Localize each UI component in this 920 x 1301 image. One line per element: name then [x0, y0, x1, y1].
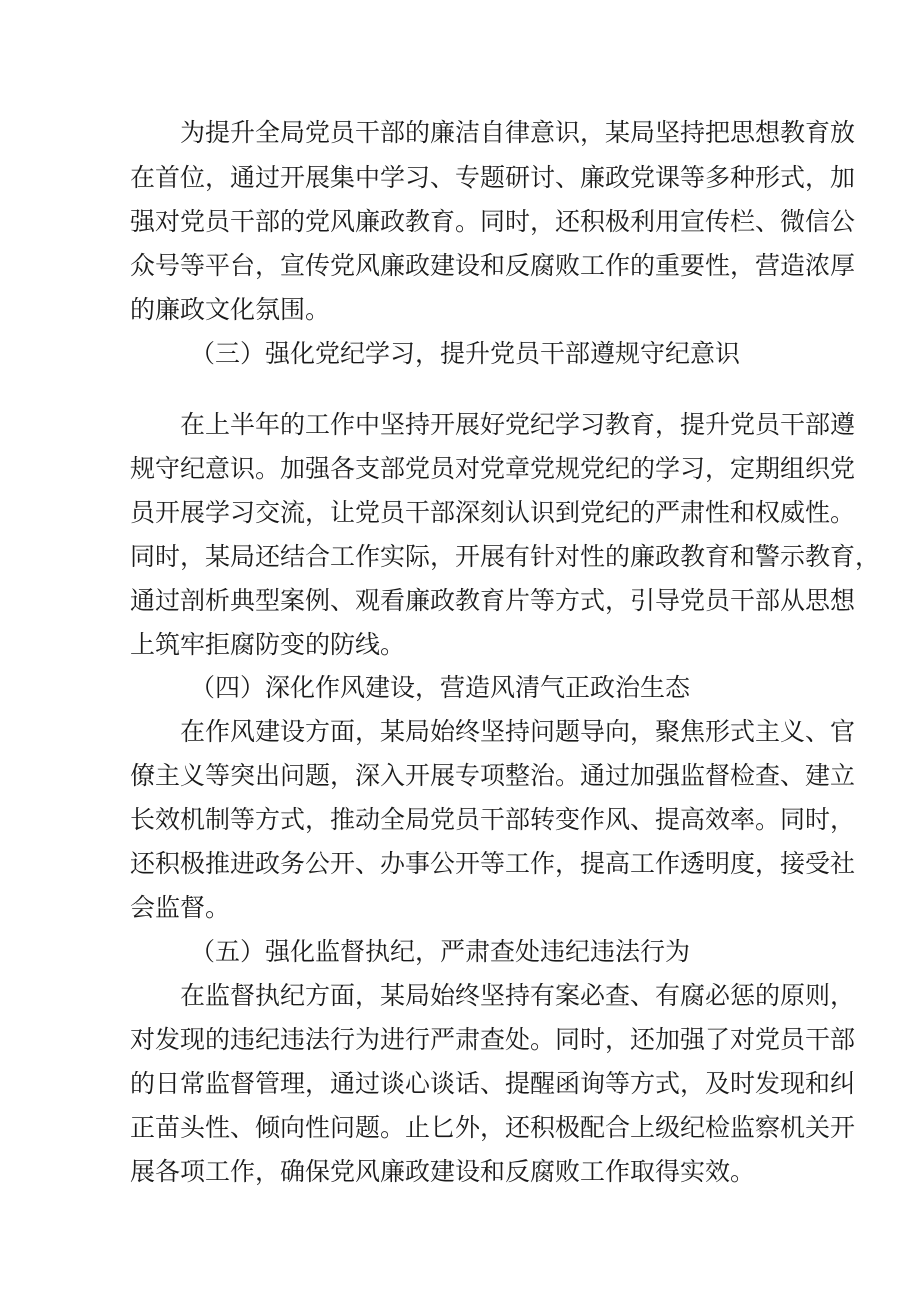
paragraph-3-line-1: 在作风建设方面，某局始终坚持问题导向，聚焦形式主义、官 — [180, 717, 856, 746]
paragraph-1-line-4: 众号等平台，宣传党风廉政建设和反腐败工作的重要性，营造浓厚 — [130, 251, 856, 280]
paragraph-4-line-2: 对发现的违纪违法行为进行严肃查处。同时，还加强了对党员干部 — [130, 1025, 856, 1054]
section-heading-3: （三）强化党纪学习，提升党员干部遵规守纪意识 — [190, 339, 741, 368]
paragraph-1-line-3: 强对党员干部的党风廉政教育。同时，还积极利用宣传栏、微信公 — [130, 207, 856, 236]
paragraph-2-line-4: 同时，某局还结合工作实际，开展有针对性的廉政教育和警示教育， — [130, 542, 881, 571]
paragraph-4-line-3: 的日常监督管理，通过谈心谈话、提醒函询等方式，及时发现和纠 — [130, 1069, 856, 1098]
section-heading-5: （五）强化监督执纪，严肃查处违纪违法行为 — [190, 937, 691, 966]
paragraph-1-line-5: 的廉政文化氛围。 — [130, 295, 331, 324]
paragraph-4-line-4: 正苗头性、倾向性问题。止匕外，还积极配合上级纪检监察机关开 — [130, 1113, 856, 1142]
section-heading-4: （四）深化作风建设，营造风清气正政治生态 — [190, 673, 691, 702]
paragraph-3-line-4: 还积极推进政务公开、办事公开等工作，提高工作透明度，接受社 — [130, 849, 856, 878]
paragraph-2-line-6: 上筑牢拒腐防变的防线。 — [130, 630, 406, 659]
paragraph-4-line-1: 在监督执纪方面，某局始终坚持有案必查、有腐必惩的原则， — [180, 981, 856, 1010]
paragraph-3-line-5: 会监督。 — [130, 893, 231, 922]
paragraph-2-line-1: 在上半年的工作中坚持开展好党纪学习教育，提升党员干部遵 — [180, 410, 856, 439]
paragraph-3-line-3: 长效机制等方式，推动全局党员干部转变作风、提高效率。同时， — [130, 805, 856, 834]
paragraph-4-line-5: 展各项工作，确保党风廉政建设和反腐败工作取得实效。 — [130, 1157, 756, 1186]
paragraph-1-line-2: 在首位，通过开展集中学习、专题研讨、廉政党课等多种形式，加 — [130, 163, 856, 192]
paragraph-1-line-1: 为提升全局党员干部的廉洁自律意识，某局坚持把思想教育放 — [180, 118, 856, 147]
paragraph-2-line-5: 通过剖析典型案例、观看廉政教育片等方式，引导党员干部从思想 — [130, 586, 856, 615]
paragraph-2-line-2: 规守纪意识。加强各支部党员对党章党规党纪的学习，定期组织党 — [130, 454, 856, 483]
paragraph-3-line-2: 僚主义等突出问题，深入开展专项整治。通过加强监督检查、建立 — [130, 761, 856, 790]
paragraph-2-line-3: 员开展学习交流，让党员干部深刻认识到党纪的严肃性和权威性。 — [130, 498, 856, 527]
